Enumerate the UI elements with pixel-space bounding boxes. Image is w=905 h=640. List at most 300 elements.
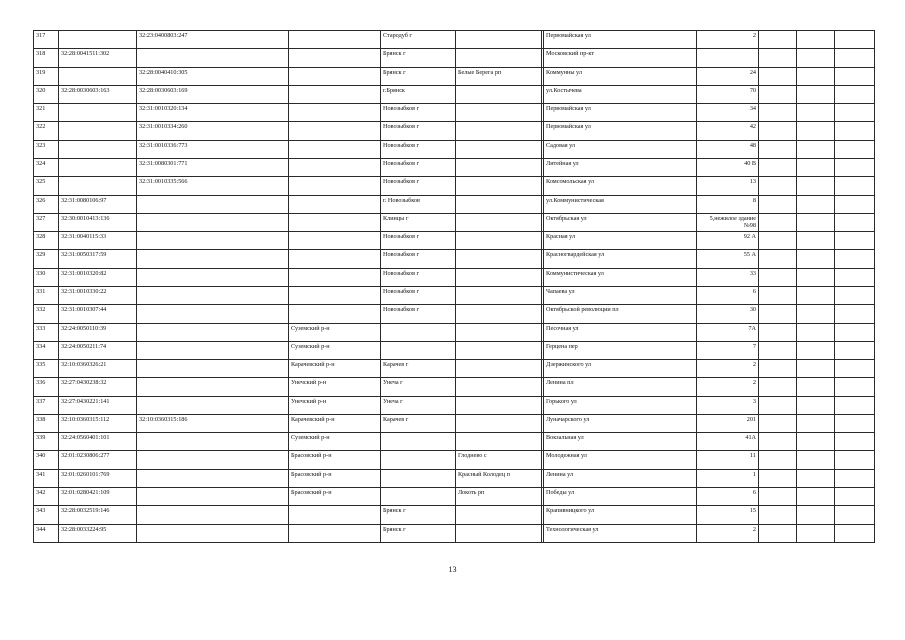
city-cell: Карачев г xyxy=(381,360,456,378)
house-number-cell: 42 xyxy=(697,122,759,140)
street-cell: Первомайская ул xyxy=(544,31,697,49)
house-number-cell: 70 xyxy=(697,85,759,103)
settlement-cell xyxy=(456,506,542,524)
empty-cell xyxy=(835,213,875,231)
house-number-cell: 2 xyxy=(697,360,759,378)
empty-cell xyxy=(835,31,875,49)
city-cell: Карачев г xyxy=(381,414,456,432)
row-number-cell: 322 xyxy=(34,122,59,140)
district-cell: Суземский р-н xyxy=(289,341,381,359)
cadastral-number-extra-cell: 32:10:0360315:186 xyxy=(137,414,289,432)
cadastral-number-cell: 32:10:0360326:21 xyxy=(59,360,137,378)
street-cell: Вокзальная ул xyxy=(544,433,697,451)
empty-cell xyxy=(797,85,835,103)
district-cell xyxy=(289,506,381,524)
empty-cell xyxy=(797,250,835,268)
cadastral-number-extra-cell xyxy=(137,213,289,231)
empty-cell xyxy=(759,85,797,103)
house-number-cell: 55 А xyxy=(697,250,759,268)
cadastral-number-cell: 32:01:0280421:109 xyxy=(59,488,137,506)
row-number-cell: 344 xyxy=(34,524,59,542)
house-number-cell: 24 xyxy=(697,67,759,85)
page-number: 13 xyxy=(448,565,457,574)
property-register-table xyxy=(33,30,875,543)
district-cell: Унечский р-н xyxy=(289,396,381,414)
table-row xyxy=(34,323,875,341)
city-cell: Брянск г xyxy=(381,49,456,67)
row-number-cell: 340 xyxy=(34,451,59,469)
settlement-cell xyxy=(456,122,542,140)
house-number-cell: 1 xyxy=(697,469,759,487)
street-cell: Коммунны ул xyxy=(544,67,697,85)
empty-cell xyxy=(797,31,835,49)
empty-cell xyxy=(797,378,835,396)
settlement-cell xyxy=(456,250,542,268)
street-cell: Литейная ул xyxy=(544,158,697,176)
empty-cell xyxy=(759,506,797,524)
empty-cell xyxy=(835,232,875,250)
table-row xyxy=(34,213,875,231)
empty-cell xyxy=(797,323,835,341)
cadastral-number-extra-cell: 32:31:0010320:134 xyxy=(137,104,289,122)
empty-cell xyxy=(835,195,875,213)
cadastral-number-cell: 32:28:0030603:163 xyxy=(59,85,137,103)
house-number-cell: 201 xyxy=(697,414,759,432)
empty-cell xyxy=(797,140,835,158)
empty-cell xyxy=(797,469,835,487)
cadastral-number-extra-cell: 32:28:0040410:305 xyxy=(137,67,289,85)
settlement-cell xyxy=(456,433,542,451)
district-cell xyxy=(289,85,381,103)
city-cell xyxy=(381,488,456,506)
house-number-cell: 41А xyxy=(697,433,759,451)
cadastral-number-cell xyxy=(59,158,137,176)
row-number-cell: 335 xyxy=(34,360,59,378)
cadastral-number-cell: 32:27:0430238:32 xyxy=(59,378,137,396)
empty-cell xyxy=(759,67,797,85)
district-cell xyxy=(289,232,381,250)
row-number-cell: 338 xyxy=(34,414,59,432)
table-row xyxy=(34,469,875,487)
empty-cell xyxy=(759,195,797,213)
empty-cell xyxy=(835,469,875,487)
street-cell: Садовая ул xyxy=(544,140,697,158)
empty-cell xyxy=(797,49,835,67)
empty-cell xyxy=(759,122,797,140)
cadastral-number-extra-cell xyxy=(137,433,289,451)
table-row xyxy=(34,104,875,122)
empty-cell xyxy=(759,268,797,286)
empty-cell xyxy=(797,414,835,432)
city-cell: г.Брянск xyxy=(381,85,456,103)
cadastral-number-extra-cell xyxy=(137,506,289,524)
cadastral-number-extra-cell: 32:28:0030603:169 xyxy=(137,85,289,103)
row-number-cell: 333 xyxy=(34,323,59,341)
city-cell xyxy=(381,469,456,487)
table-row xyxy=(34,268,875,286)
cadastral-number-cell: 32:27:0430221:141 xyxy=(59,396,137,414)
city-cell: Новозыбков г xyxy=(381,104,456,122)
cadastral-number-extra-cell xyxy=(137,49,289,67)
row-number-cell: 337 xyxy=(34,396,59,414)
empty-cell xyxy=(759,305,797,323)
empty-cell xyxy=(797,433,835,451)
district-cell: Брасовский р-н xyxy=(289,488,381,506)
house-number-cell: 2 xyxy=(697,524,759,542)
empty-cell xyxy=(759,49,797,67)
street-cell: Комсомольская ул xyxy=(544,177,697,195)
table-row xyxy=(34,341,875,359)
house-number-cell: 5,нежилое здание №98 xyxy=(697,213,759,231)
street-cell: Октябрьская ул xyxy=(544,213,697,231)
row-number-cell: 329 xyxy=(34,250,59,268)
empty-cell xyxy=(835,488,875,506)
empty-cell xyxy=(835,122,875,140)
row-number-cell: 325 xyxy=(34,177,59,195)
empty-cell xyxy=(797,268,835,286)
row-number-cell: 343 xyxy=(34,506,59,524)
settlement-cell: Белые Берега рп xyxy=(456,67,542,85)
empty-cell xyxy=(835,341,875,359)
empty-cell xyxy=(835,396,875,414)
city-cell: Стародуб г xyxy=(381,31,456,49)
empty-cell xyxy=(835,414,875,432)
city-cell: Новозыбков г xyxy=(381,177,456,195)
street-cell: Октябрьской революции пл xyxy=(544,305,697,323)
street-cell: Коммунистическая ул xyxy=(544,268,697,286)
empty-cell xyxy=(797,396,835,414)
cadastral-number-cell xyxy=(59,104,137,122)
street-cell: ул.Коммунистическая xyxy=(544,195,697,213)
district-cell xyxy=(289,158,381,176)
district-cell xyxy=(289,177,381,195)
district-cell: Карачевский р-н xyxy=(289,360,381,378)
house-number-cell: 48 xyxy=(697,140,759,158)
cadastral-number-extra-cell xyxy=(137,305,289,323)
empty-cell xyxy=(759,323,797,341)
table-row xyxy=(34,49,875,67)
empty-cell xyxy=(759,378,797,396)
settlement-cell xyxy=(456,341,542,359)
empty-cell xyxy=(797,232,835,250)
district-cell: Суземский р-н xyxy=(289,323,381,341)
city-cell: Унеча г xyxy=(381,396,456,414)
cadastral-number-extra-cell xyxy=(137,378,289,396)
cadastral-number-extra-cell xyxy=(137,396,289,414)
street-cell: Красногвардейская ул xyxy=(544,250,697,268)
settlement-cell: Глоднево с xyxy=(456,451,542,469)
city-cell: Новозыбков г xyxy=(381,122,456,140)
empty-cell xyxy=(797,524,835,542)
street-cell: Чапаева ул xyxy=(544,286,697,304)
city-cell: Унеча г xyxy=(381,378,456,396)
settlement-cell xyxy=(456,232,542,250)
district-cell: Унечский р-н xyxy=(289,378,381,396)
empty-cell xyxy=(835,104,875,122)
empty-cell xyxy=(835,158,875,176)
house-number-cell: 7А xyxy=(697,323,759,341)
cadastral-number-cell: 32:31:0080106:97 xyxy=(59,195,137,213)
table-row xyxy=(34,286,875,304)
cadastral-number-cell: 32:24:0050211:74 xyxy=(59,341,137,359)
cadastral-number-extra-cell: 32:31:0010334:260 xyxy=(137,122,289,140)
table-row xyxy=(34,140,875,158)
empty-cell xyxy=(759,451,797,469)
row-number-cell: 336 xyxy=(34,378,59,396)
cadastral-number-extra-cell: 32:23:0400803:247 xyxy=(137,31,289,49)
empty-cell xyxy=(835,67,875,85)
empty-cell xyxy=(797,158,835,176)
empty-cell xyxy=(759,396,797,414)
district-cell xyxy=(289,122,381,140)
settlement-cell xyxy=(456,49,542,67)
empty-cell xyxy=(759,158,797,176)
empty-cell xyxy=(835,451,875,469)
empty-cell xyxy=(759,31,797,49)
empty-cell xyxy=(759,177,797,195)
empty-cell xyxy=(759,286,797,304)
house-number-cell: 30 xyxy=(697,305,759,323)
settlement-cell xyxy=(456,360,542,378)
street-cell: Крапивницкого ул xyxy=(544,506,697,524)
row-number-cell: 318 xyxy=(34,49,59,67)
row-number-cell: 326 xyxy=(34,195,59,213)
empty-cell xyxy=(835,140,875,158)
district-cell xyxy=(289,213,381,231)
settlement-cell xyxy=(456,323,542,341)
empty-cell xyxy=(759,433,797,451)
empty-cell xyxy=(759,524,797,542)
cadastral-number-cell: 32:31:0010330:22 xyxy=(59,286,137,304)
settlement-cell xyxy=(456,104,542,122)
empty-cell xyxy=(797,67,835,85)
city-cell: Брянск г xyxy=(381,506,456,524)
street-cell: Московский пр-кт xyxy=(544,49,697,67)
district-cell: Брасовский р-н xyxy=(289,451,381,469)
empty-cell xyxy=(835,250,875,268)
settlement-cell xyxy=(456,177,542,195)
street-cell: Победы ул xyxy=(544,488,697,506)
street-cell: Молодежная ул xyxy=(544,451,697,469)
city-cell: Новозыбков г xyxy=(381,250,456,268)
house-number-cell: 15 xyxy=(697,506,759,524)
empty-cell xyxy=(797,506,835,524)
empty-cell xyxy=(759,414,797,432)
house-number-cell: 33 xyxy=(697,268,759,286)
district-cell xyxy=(289,524,381,542)
empty-cell xyxy=(797,286,835,304)
street-cell: Луначарского ул xyxy=(544,414,697,432)
row-number-cell: 334 xyxy=(34,341,59,359)
empty-cell xyxy=(759,360,797,378)
settlement-cell xyxy=(456,524,542,542)
street-cell: Первомайская ул xyxy=(544,122,697,140)
table-row xyxy=(34,524,875,542)
row-number-cell: 341 xyxy=(34,469,59,487)
district-cell xyxy=(289,305,381,323)
cadastral-number-extra-cell xyxy=(137,250,289,268)
cadastral-number-extra-cell xyxy=(137,195,289,213)
empty-cell xyxy=(797,195,835,213)
empty-cell xyxy=(759,213,797,231)
empty-cell xyxy=(797,341,835,359)
empty-cell xyxy=(759,104,797,122)
cadastral-number-cell: 32:28:0033224:95 xyxy=(59,524,137,542)
city-cell xyxy=(381,341,456,359)
street-cell: Ленина ул xyxy=(544,469,697,487)
district-cell: Карачевский р-н xyxy=(289,414,381,432)
row-number-cell: 331 xyxy=(34,286,59,304)
cadastral-number-cell xyxy=(59,31,137,49)
empty-cell xyxy=(759,488,797,506)
empty-cell xyxy=(835,305,875,323)
city-cell: Новозыбков г xyxy=(381,140,456,158)
empty-cell xyxy=(835,506,875,524)
empty-cell xyxy=(797,360,835,378)
cadastral-number-cell: 32:24:0050110:39 xyxy=(59,323,137,341)
cadastral-number-extra-cell xyxy=(137,232,289,250)
street-cell: Красная ул xyxy=(544,232,697,250)
table-row xyxy=(34,122,875,140)
table-row xyxy=(34,195,875,213)
row-number-cell: 321 xyxy=(34,104,59,122)
street-cell: Песочная ул xyxy=(544,323,697,341)
empty-cell xyxy=(835,286,875,304)
house-number-cell: 2 xyxy=(697,378,759,396)
table-row xyxy=(34,250,875,268)
cadastral-number-cell: 32:31:0040115:33 xyxy=(59,232,137,250)
row-number-cell: 317 xyxy=(34,31,59,49)
empty-cell xyxy=(759,140,797,158)
cadastral-number-extra-cell: 32:31:0080301:771 xyxy=(137,158,289,176)
settlement-cell xyxy=(456,195,542,213)
empty-cell xyxy=(835,177,875,195)
cadastral-number-cell: 32:28:0032519:146 xyxy=(59,506,137,524)
empty-cell xyxy=(835,378,875,396)
empty-cell xyxy=(835,323,875,341)
table-row xyxy=(34,451,875,469)
cadastral-number-extra-cell xyxy=(137,341,289,359)
cadastral-number-cell xyxy=(59,140,137,158)
house-number-cell: 7 xyxy=(697,341,759,359)
street-cell: Дзержинского ул xyxy=(544,360,697,378)
settlement-cell xyxy=(456,414,542,432)
empty-cell xyxy=(835,268,875,286)
table-row xyxy=(34,177,875,195)
empty-cell xyxy=(835,49,875,67)
city-cell: Клинцы г xyxy=(381,213,456,231)
cadastral-number-cell xyxy=(59,177,137,195)
district-cell xyxy=(289,286,381,304)
cadastral-number-extra-cell: 32:31:0010335:566 xyxy=(137,177,289,195)
street-cell: Ленина пл xyxy=(544,378,697,396)
city-cell: Новозыбков г xyxy=(381,286,456,304)
empty-cell xyxy=(835,524,875,542)
cadastral-number-cell: 32:31:0050317:59 xyxy=(59,250,137,268)
cadastral-number-extra-cell xyxy=(137,360,289,378)
row-number-cell: 342 xyxy=(34,488,59,506)
house-number-cell: 40 В xyxy=(697,158,759,176)
cadastral-number-cell xyxy=(59,122,137,140)
house-number-cell: 8 xyxy=(697,195,759,213)
settlement-cell xyxy=(456,213,542,231)
city-cell xyxy=(381,433,456,451)
street-cell: Герцена пер xyxy=(544,341,697,359)
row-number-cell: 339 xyxy=(34,433,59,451)
cadastral-number-cell: 32:31:0010320:82 xyxy=(59,268,137,286)
table-row xyxy=(34,378,875,396)
cadastral-number-extra-cell xyxy=(137,323,289,341)
empty-cell xyxy=(835,433,875,451)
cadastral-number-cell xyxy=(59,67,137,85)
cadastral-number-cell: 32:01:0230806:277 xyxy=(59,451,137,469)
street-cell: Первомайская ул xyxy=(544,104,697,122)
settlement-cell xyxy=(456,268,542,286)
empty-cell xyxy=(797,451,835,469)
city-cell xyxy=(381,323,456,341)
cadastral-number-cell: 32:01:0260101:769 xyxy=(59,469,137,487)
table-row xyxy=(34,488,875,506)
row-number-cell: 328 xyxy=(34,232,59,250)
house-number-cell: 13 xyxy=(697,177,759,195)
district-cell xyxy=(289,195,381,213)
district-cell xyxy=(289,268,381,286)
table-body xyxy=(34,31,875,543)
cadastral-number-cell: 32:28:0041511:302 xyxy=(59,49,137,67)
settlement-cell: Локоть рп xyxy=(456,488,542,506)
settlement-cell xyxy=(456,286,542,304)
empty-cell xyxy=(797,213,835,231)
empty-cell xyxy=(797,104,835,122)
cadastral-number-cell: 32:31:0010307:44 xyxy=(59,305,137,323)
table-row xyxy=(34,232,875,250)
house-number-cell: 6 xyxy=(697,488,759,506)
house-number-cell xyxy=(697,49,759,67)
cadastral-number-extra-cell xyxy=(137,488,289,506)
city-cell xyxy=(381,451,456,469)
district-cell xyxy=(289,67,381,85)
cadastral-number-cell: 32:24:0560401:101 xyxy=(59,433,137,451)
house-number-cell: 6 xyxy=(697,286,759,304)
house-number-cell: 2 xyxy=(697,31,759,49)
city-cell: Новозыбков г xyxy=(381,305,456,323)
empty-cell xyxy=(797,305,835,323)
table-row xyxy=(34,414,875,432)
district-cell xyxy=(289,49,381,67)
empty-cell xyxy=(835,85,875,103)
row-number-cell: 327 xyxy=(34,213,59,231)
house-number-cell: 3 xyxy=(697,396,759,414)
house-number-cell: 34 xyxy=(697,104,759,122)
empty-cell xyxy=(797,122,835,140)
table-row xyxy=(34,506,875,524)
row-number-cell: 320 xyxy=(34,85,59,103)
city-cell: Брянск г xyxy=(381,524,456,542)
house-number-cell: 11 xyxy=(697,451,759,469)
street-cell: ул.Костычева xyxy=(544,85,697,103)
street-cell: Горького ул xyxy=(544,396,697,414)
row-number-cell: 319 xyxy=(34,67,59,85)
table-row xyxy=(34,396,875,414)
table-row xyxy=(34,67,875,85)
empty-cell xyxy=(759,469,797,487)
house-number-cell: 92 А xyxy=(697,232,759,250)
district-cell: Суземский р-н xyxy=(289,433,381,451)
district-cell xyxy=(289,250,381,268)
settlement-cell: Красный Колодец п xyxy=(456,469,542,487)
district-cell xyxy=(289,140,381,158)
city-cell: Брянск г xyxy=(381,67,456,85)
